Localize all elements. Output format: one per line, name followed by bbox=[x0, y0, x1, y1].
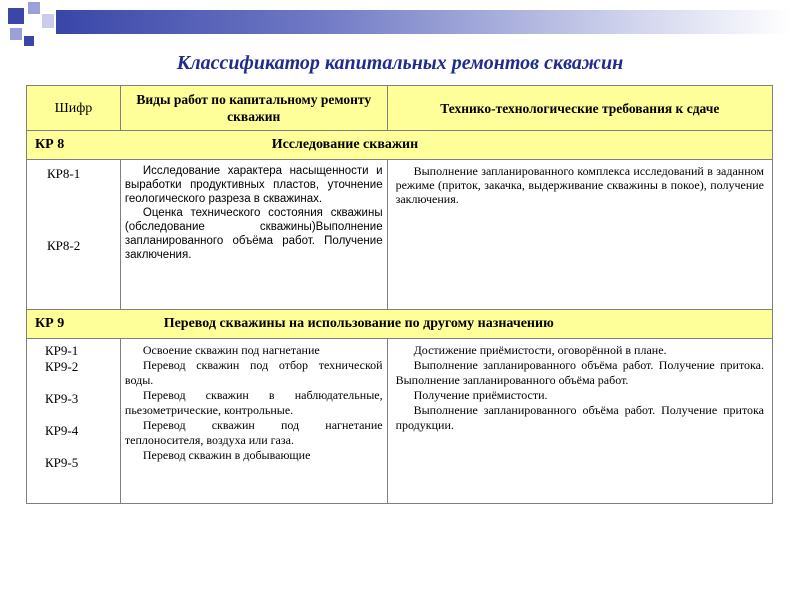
decor-square-1 bbox=[8, 8, 24, 24]
work-item: Исследование характера насыщенности и выработки продуктивных пластов, уточнение геологического разреза в скважинах. bbox=[124, 165, 383, 205]
work-item: Перевод скважин в наблюдательные, пьезометрические, контрольные. bbox=[124, 388, 383, 417]
decor-square-2 bbox=[28, 2, 40, 14]
section-code: КР 9 bbox=[35, 316, 65, 331]
work-item: Освоение скважин под нагнетание bbox=[142, 343, 320, 357]
work-code: КР9-5 bbox=[45, 455, 79, 470]
section-code: КР 8 bbox=[35, 137, 65, 152]
requirement-item: Достижение приёмистости, оговорённой в плане. bbox=[413, 343, 667, 357]
requirement-item: Получение приёмистости. bbox=[413, 388, 548, 402]
section-name: Исследование скважин bbox=[271, 137, 419, 152]
section-name: Перевод скважины на использование по другому назначению bbox=[163, 316, 554, 331]
table-row bbox=[27, 339, 773, 504]
work-item: Перевод скважин в добывающие bbox=[142, 448, 311, 462]
decor-square-5 bbox=[24, 36, 34, 46]
decor-square-4 bbox=[10, 28, 22, 40]
decor-gradient-bar bbox=[56, 10, 792, 34]
work-code: КР8-1 bbox=[47, 166, 81, 181]
work-item: Оценка технического состояния скважины (обследование скважины)Выполнение запланированного объёма работ. Получение заключения. bbox=[124, 207, 383, 261]
section-row-kr8 bbox=[27, 131, 773, 160]
work-code: КР8-2 bbox=[47, 238, 81, 253]
requirement-item: Выполнение запланированного комплекса исследований в заданном режиме (приток, закачка, выдерживание скважины в покое), получение заключения. bbox=[395, 164, 764, 206]
header-requirements: Технико-технологические требования к сдаче bbox=[387, 86, 772, 131]
work-item: Перевод скважин под нагнетание теплоносителя, воздуха или газа. bbox=[124, 418, 383, 447]
work-code: КР9-3 bbox=[45, 391, 79, 406]
table-row bbox=[27, 160, 773, 310]
classifier-table bbox=[26, 85, 773, 504]
section-row-kr9 bbox=[27, 310, 773, 339]
work-item: Перевод скважин под отбор технической воды. bbox=[124, 358, 383, 387]
header-code: Шифр bbox=[27, 86, 121, 131]
work-code: КР9-4 bbox=[45, 423, 79, 438]
header-works: Виды работ по капитальному ремонту скважин bbox=[120, 86, 387, 131]
work-code: КР9-1 bbox=[45, 343, 79, 358]
requirement-item: Выполнение запланированного объёма работ. Получение притока. Выполнение запланированного объёма работ. bbox=[395, 358, 764, 387]
work-code: КР9-2 bbox=[45, 359, 79, 374]
decor-square-3 bbox=[42, 14, 54, 28]
table-header-row bbox=[27, 86, 773, 131]
requirement-item: Выполнение запланированного объёма работ. Получение притока продукции. bbox=[395, 403, 764, 432]
page-title: Классификатор капитальных ремонтов скважин bbox=[176, 52, 624, 74]
